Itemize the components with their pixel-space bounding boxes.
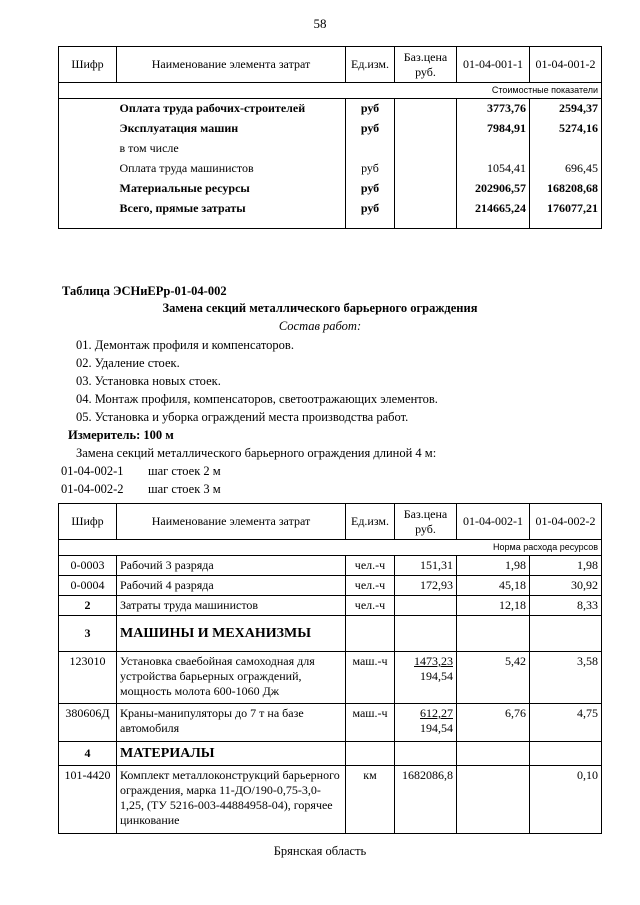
row-code: 2 bbox=[59, 596, 117, 616]
table-row-value: 168208,68 bbox=[530, 179, 602, 199]
table-row-value: 2594,37 bbox=[530, 99, 602, 119]
variant-code: 01-04-002-2 bbox=[61, 482, 124, 496]
row-unit: чел.-ч bbox=[346, 596, 395, 616]
work-item: 03. Установка новых стоек. bbox=[76, 374, 221, 388]
row-value: 5,42 bbox=[457, 652, 530, 704]
row-value bbox=[457, 766, 530, 834]
resource-table bbox=[58, 503, 602, 834]
resource-subheader: Норма расхода ресурсов bbox=[59, 540, 602, 556]
table-row-name: Материальные ресурсы bbox=[117, 179, 346, 199]
table-row-name: в том числе bbox=[117, 139, 346, 159]
table-row-value: 696,45 bbox=[530, 159, 602, 179]
table-row-value: 202906,57 bbox=[457, 179, 530, 199]
row-name: Рабочий 3 разряда bbox=[117, 556, 346, 576]
table-row-unit: руб bbox=[346, 199, 395, 229]
row-value: 30,92 bbox=[530, 576, 602, 596]
table-row bbox=[59, 704, 602, 742]
row-value: 1,98 bbox=[457, 556, 530, 576]
row-value: 12,18 bbox=[457, 596, 530, 616]
row-code: 3 bbox=[59, 616, 117, 652]
header-unit: Ед.изм. bbox=[346, 504, 395, 540]
table-row bbox=[59, 766, 602, 834]
row-unit: км bbox=[346, 766, 395, 834]
table-row bbox=[59, 742, 602, 766]
row-price-machinist: 194,54 bbox=[420, 721, 453, 735]
header-name: Наименование элемента затрат bbox=[117, 504, 346, 540]
header-col1: 01-04-001-1 bbox=[457, 47, 530, 83]
row-price: 151,31 bbox=[395, 556, 457, 576]
table-row-value: 3773,76 bbox=[457, 99, 530, 119]
work-item: 05. Установка и уборка ограждений места производства работ. bbox=[76, 410, 409, 424]
row-code: 123010 bbox=[59, 652, 117, 704]
work-header: Состав работ: bbox=[278, 319, 362, 333]
description: Замена секций металлического барьерного ограждения длиной 4 м: bbox=[76, 446, 437, 460]
row-code: 0-0004 bbox=[59, 576, 117, 596]
row-unit: чел.-ч bbox=[346, 556, 395, 576]
header-code: Шифр bbox=[59, 504, 117, 540]
table-row-name: Оплата труда рабочих-строителей bbox=[117, 99, 346, 119]
meter: Измеритель: 100 м bbox=[68, 428, 174, 442]
variant-text: шаг стоек 2 м bbox=[148, 464, 221, 478]
table-row-value: 214665,24 bbox=[457, 199, 530, 229]
header-unit: Ед.изм. bbox=[346, 47, 395, 83]
table-id: Таблица ЭСНиЕРр-01-04-002 bbox=[62, 284, 227, 298]
table-row-unit: руб bbox=[346, 99, 395, 119]
table-row-name: Оплата труда машинистов bbox=[117, 159, 346, 179]
variant-text: шаг стоек 3 м bbox=[148, 482, 221, 496]
row-code: 101-4420 bbox=[59, 766, 117, 834]
row-name: Комплект металлоконструкций барьерного ограждения, марка 11-ДО/190-0,75-3,0-1,25, (ТУ 5216-003-44884958-04), горячее цинкование bbox=[117, 766, 346, 834]
header-base-price: Баз.цена руб. bbox=[395, 47, 457, 83]
row-unit: чел.-ч bbox=[346, 576, 395, 596]
row-value: 6,76 bbox=[457, 704, 530, 742]
row-name: МАШИНЫ И МЕХАНИЗМЫ bbox=[117, 616, 346, 652]
table-row bbox=[59, 616, 602, 652]
table-row-unit: руб bbox=[346, 159, 395, 179]
row-name: Рабочий 4 разряда bbox=[117, 576, 346, 596]
row-value: 0,10 bbox=[530, 766, 602, 834]
table-row bbox=[59, 576, 602, 596]
row-code: 4 bbox=[59, 742, 117, 766]
header-base-price: Баз.цена руб. bbox=[395, 504, 457, 540]
table-row bbox=[59, 596, 602, 616]
row-name: МАТЕРИАЛЫ bbox=[117, 742, 346, 766]
row-value: 1,98 bbox=[530, 556, 602, 576]
table-row-unit: руб bbox=[346, 119, 395, 139]
page-number: 58 bbox=[313, 16, 327, 31]
table-row-value: 5274,16 bbox=[530, 119, 602, 139]
table-row-name: Эксплуатация машин bbox=[117, 119, 346, 139]
header-col2: 01-04-002-2 bbox=[530, 504, 602, 540]
row-code: 380606Д bbox=[59, 704, 117, 742]
header-col1: 01-04-002-1 bbox=[457, 504, 530, 540]
row-unit: маш.-ч bbox=[346, 652, 395, 704]
row-name: Затраты труда машинистов bbox=[117, 596, 346, 616]
row-value: 45,18 bbox=[457, 576, 530, 596]
row-price: 612,27 bbox=[420, 706, 453, 720]
table-row-value: 1054,41 bbox=[457, 159, 530, 179]
work-item: 01. Демонтаж профиля и компенсаторов. bbox=[76, 338, 294, 352]
row-name: Краны-манипуляторы до 7 т на базе автомобиля bbox=[117, 704, 346, 742]
work-item: 04. Монтаж профиля, компенсаторов, светоотражающих элементов. bbox=[76, 392, 438, 406]
table-row-value: 7984,91 bbox=[457, 119, 530, 139]
row-price-machinist: 194,54 bbox=[420, 669, 453, 683]
table-row-name: Всего, прямые затраты bbox=[117, 199, 346, 229]
section-title: Замена секций металлического барьерного ограждения bbox=[162, 301, 478, 315]
table-row-value: 176077,21 bbox=[530, 199, 602, 229]
row-name: Установка сваебойная самоходная для устройства барьерных ограждений, мощность молота 600-1060 Дж bbox=[117, 652, 346, 704]
footer-region: Брянская область bbox=[273, 844, 367, 858]
header-col2: 01-04-001-2 bbox=[530, 47, 602, 83]
cost-subheader: Стоимостные показатели bbox=[59, 83, 602, 99]
row-value: 4,75 bbox=[530, 704, 602, 742]
table-row bbox=[59, 556, 602, 576]
row-code: 0-0003 bbox=[59, 556, 117, 576]
row-value: 3,58 bbox=[530, 652, 602, 704]
row-price: 1473,23 bbox=[414, 654, 453, 668]
cost-table bbox=[58, 46, 602, 229]
table-row-unit: руб bbox=[346, 179, 395, 199]
header-name: Наименование элемента затрат bbox=[117, 47, 346, 83]
header-code: Шифр bbox=[59, 47, 117, 83]
row-unit: маш.-ч bbox=[346, 704, 395, 742]
table-row bbox=[59, 652, 602, 704]
work-item: 02. Удаление стоек. bbox=[76, 356, 180, 370]
row-value: 8,33 bbox=[530, 596, 602, 616]
row-price: 1682086,8 bbox=[395, 766, 457, 834]
row-price: 172,93 bbox=[395, 576, 457, 596]
variant-code: 01-04-002-1 bbox=[61, 464, 124, 478]
